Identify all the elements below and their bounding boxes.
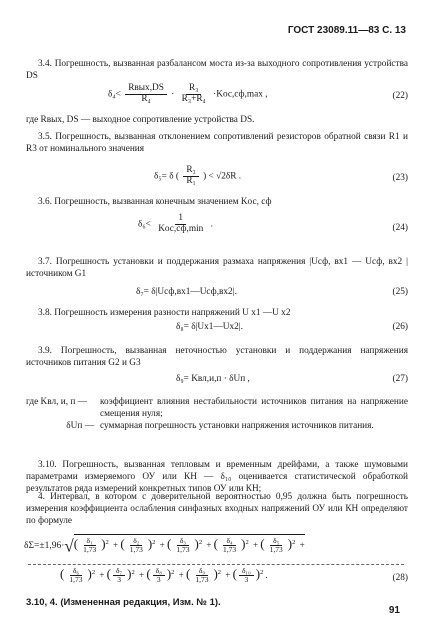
section-4-text: 4. Интервал, в котором с доверительной вероятностью 0,95 должна быть погрешность измерения коэффициента ослабления синфазных входных напряжений ОУ или КН определяют по формуле	[26, 492, 408, 527]
formula-25: δ₇= δ|Uсф,вх1—Uсф,вх2|. (25)	[136, 287, 408, 297]
formula-27-legend	[26, 396, 408, 432]
formula-22-number: (22)	[392, 91, 408, 101]
formula-23: δ₅= δ ( $\frac{\text{R₃}}{\text{R₁}}$ ) < √2δR . (23)	[154, 165, 408, 186]
edition-note: 3.10, 4. (Измененная редакция, Изм. № 1).	[26, 597, 221, 608]
continuation-line	[28, 564, 404, 565]
legend-row: δUп — суммарная погрешность установки напряжения источников питания.	[66, 421, 374, 432]
formula-22: δ₄< $\frac{\text{Rвых,DS}}{\text{R₄}}$ · $\frac{\text{R₃}}{\text{R₃+R₄}}$ ·Kос,сф,max , (22)	[108, 83, 408, 104]
page-header: ГОСТ 23089.11—83 С. 13	[287, 25, 406, 36]
section-3-4-text: 3.4. Погрешность, вызванная разбалансом моста из-за выходного сопротивления устройства DS	[26, 59, 408, 82]
formula-28-terms-line2: ( $\frac{\text{δ₆}}{1,73}$ )$^2$ + ( $\frac{\text{δ₇}}{3}$ )$^2$ + ( $\frac{\text{δ₈}}{3}$ )$^2$ + ( $\frac{\text{δ₉}}{1,73}$ )$^2$ + ( $\frac{\text{δ₁₀}}{3}$ )$^2$ .	[60, 566, 268, 585]
formula-26: δ₈= δ|Ux1—Ux2|. (26)	[176, 322, 408, 332]
formula-28-line1: δΣ=±1,96·√( $\frac{\text{δ₁}}{1,73}$ )$^2$ + ( $\frac{\text{δ₂}}{1,73}$ )$^2$ + ( $\frac{\text{δ₃}}{1,73}$ )$^2$ + ( $\frac{\text{δ₄}}{1,73}$ )$^2$ + ( $\frac{\text{δ₅}}{1,73}$ )$^2$ +	[24, 536, 305, 556]
formula-24: δ₆< $\frac{1}{\text{Kос,сф,min}}$ . (24)	[138, 213, 408, 234]
formula-23-number: (23)	[392, 173, 408, 183]
formula-27: δ₉= Kвл,и,п · δUп , (27)	[176, 374, 408, 384]
formula-22-lhs: δ₄<	[108, 89, 121, 100]
formula-26-number: (26)	[392, 322, 408, 332]
formula-28-term: ( $\frac{\text{δ₁}}{1,73}$ )$^2$	[73, 536, 109, 555]
formula-22-frac2: $\frac{\text{R₃}}{\text{R₃+R₄}}$	[181, 83, 206, 104]
section-3-6-text: 3.6. Погрешность, вызванная конечным значением Kос, сф	[38, 197, 272, 207]
formula-28-term: ( $\frac{\text{δ₁₀}}{3}$ )$^2$	[232, 566, 264, 585]
formula-28-term: ( $\frac{\text{δ₇}}{3}$ )$^2$	[106, 566, 135, 585]
formula-25-number: (25)	[392, 287, 408, 297]
formula-28-term: ( $\frac{\text{δ₈}}{3}$ )$^2$	[146, 566, 175, 585]
formula-28-term: ( $\frac{\text{δ₉}}{1,73}$ )$^2$	[185, 566, 222, 585]
section-3-8-text: 3.8. Погрешность измерения разности напряжений U x1 —U x2	[38, 308, 291, 318]
section-3-7-text: 3.7. Погрешность установки и поддержания размаха напряжения |Uсф, вх1 — Uсф, вх2 | источником G1	[26, 257, 408, 280]
formula-28-term: ( $\frac{\text{δ₅}}{1,73}$ )$^2$	[260, 536, 296, 555]
formula-28-term: ( $\frac{\text{δ₆}}{1,73}$ )$^2$	[60, 566, 96, 585]
formula-28-term: ( $\frac{\text{δ₂}}{1,73}$ )$^2$	[120, 536, 156, 555]
section-3-9-text: 3.9. Погрешность, вызванная неточностью установки и поддержания напряжения источников питания G2 и G3	[26, 346, 408, 369]
formula-22-frac1: $\frac{\text{Rвых,DS}}{\text{R₄}}$	[125, 84, 167, 105]
formula-28-term: ( $\frac{\text{δ₃}}{1,73}$ )$^2$	[167, 536, 203, 555]
formula-28-terms-line1: ( $\frac{\text{δ₁}}{1,73}$ )$^2$ + ( $\frac{\text{δ₂}}{1,73}$ )$^2$ + ( $\frac{\text{δ₃}}{1,73}$ )$^2$ + ( $\frac{\text{δ₄}}{1,73}$ )$^2$ + ( $\frac{\text{δ₅}}{1,73}$ )$^2$ +	[73, 536, 305, 555]
section-3-10-text: 3.10. Погрешность, вызванная тепловым и временным дрейфами, а также шумовыми параметрами измеряемого ОУ или КН — δ₁₀ оценивается статистической обработкой результатов ряда измерений конкретных типов ОУ или КН;	[26, 460, 408, 495]
page-number: 91	[388, 605, 400, 616]
formula-28-number: (28)	[392, 573, 408, 583]
formula-24-number: (24)	[392, 223, 408, 233]
section-3-5-text: 3.5. Погрешность, вызванная отклонением сопротивлений резисторов обратной связи R1 и R3 от номинального значения	[26, 132, 408, 155]
section-3-4-where: где Rвых, DS — выходное сопротивление устройства DS.	[26, 115, 255, 125]
sqrt-icon: √	[64, 536, 74, 556]
legend-row: где Kвл, и, п — коэффициент влияния нестабильности источников питания на напряжение смещения нуля;	[26, 397, 408, 420]
formula-27-number: (27)	[392, 374, 408, 384]
formula-28-term: ( $\frac{\text{δ₄}}{1,73}$ )$^2$	[213, 536, 249, 555]
formula-28	[24, 530, 408, 590]
